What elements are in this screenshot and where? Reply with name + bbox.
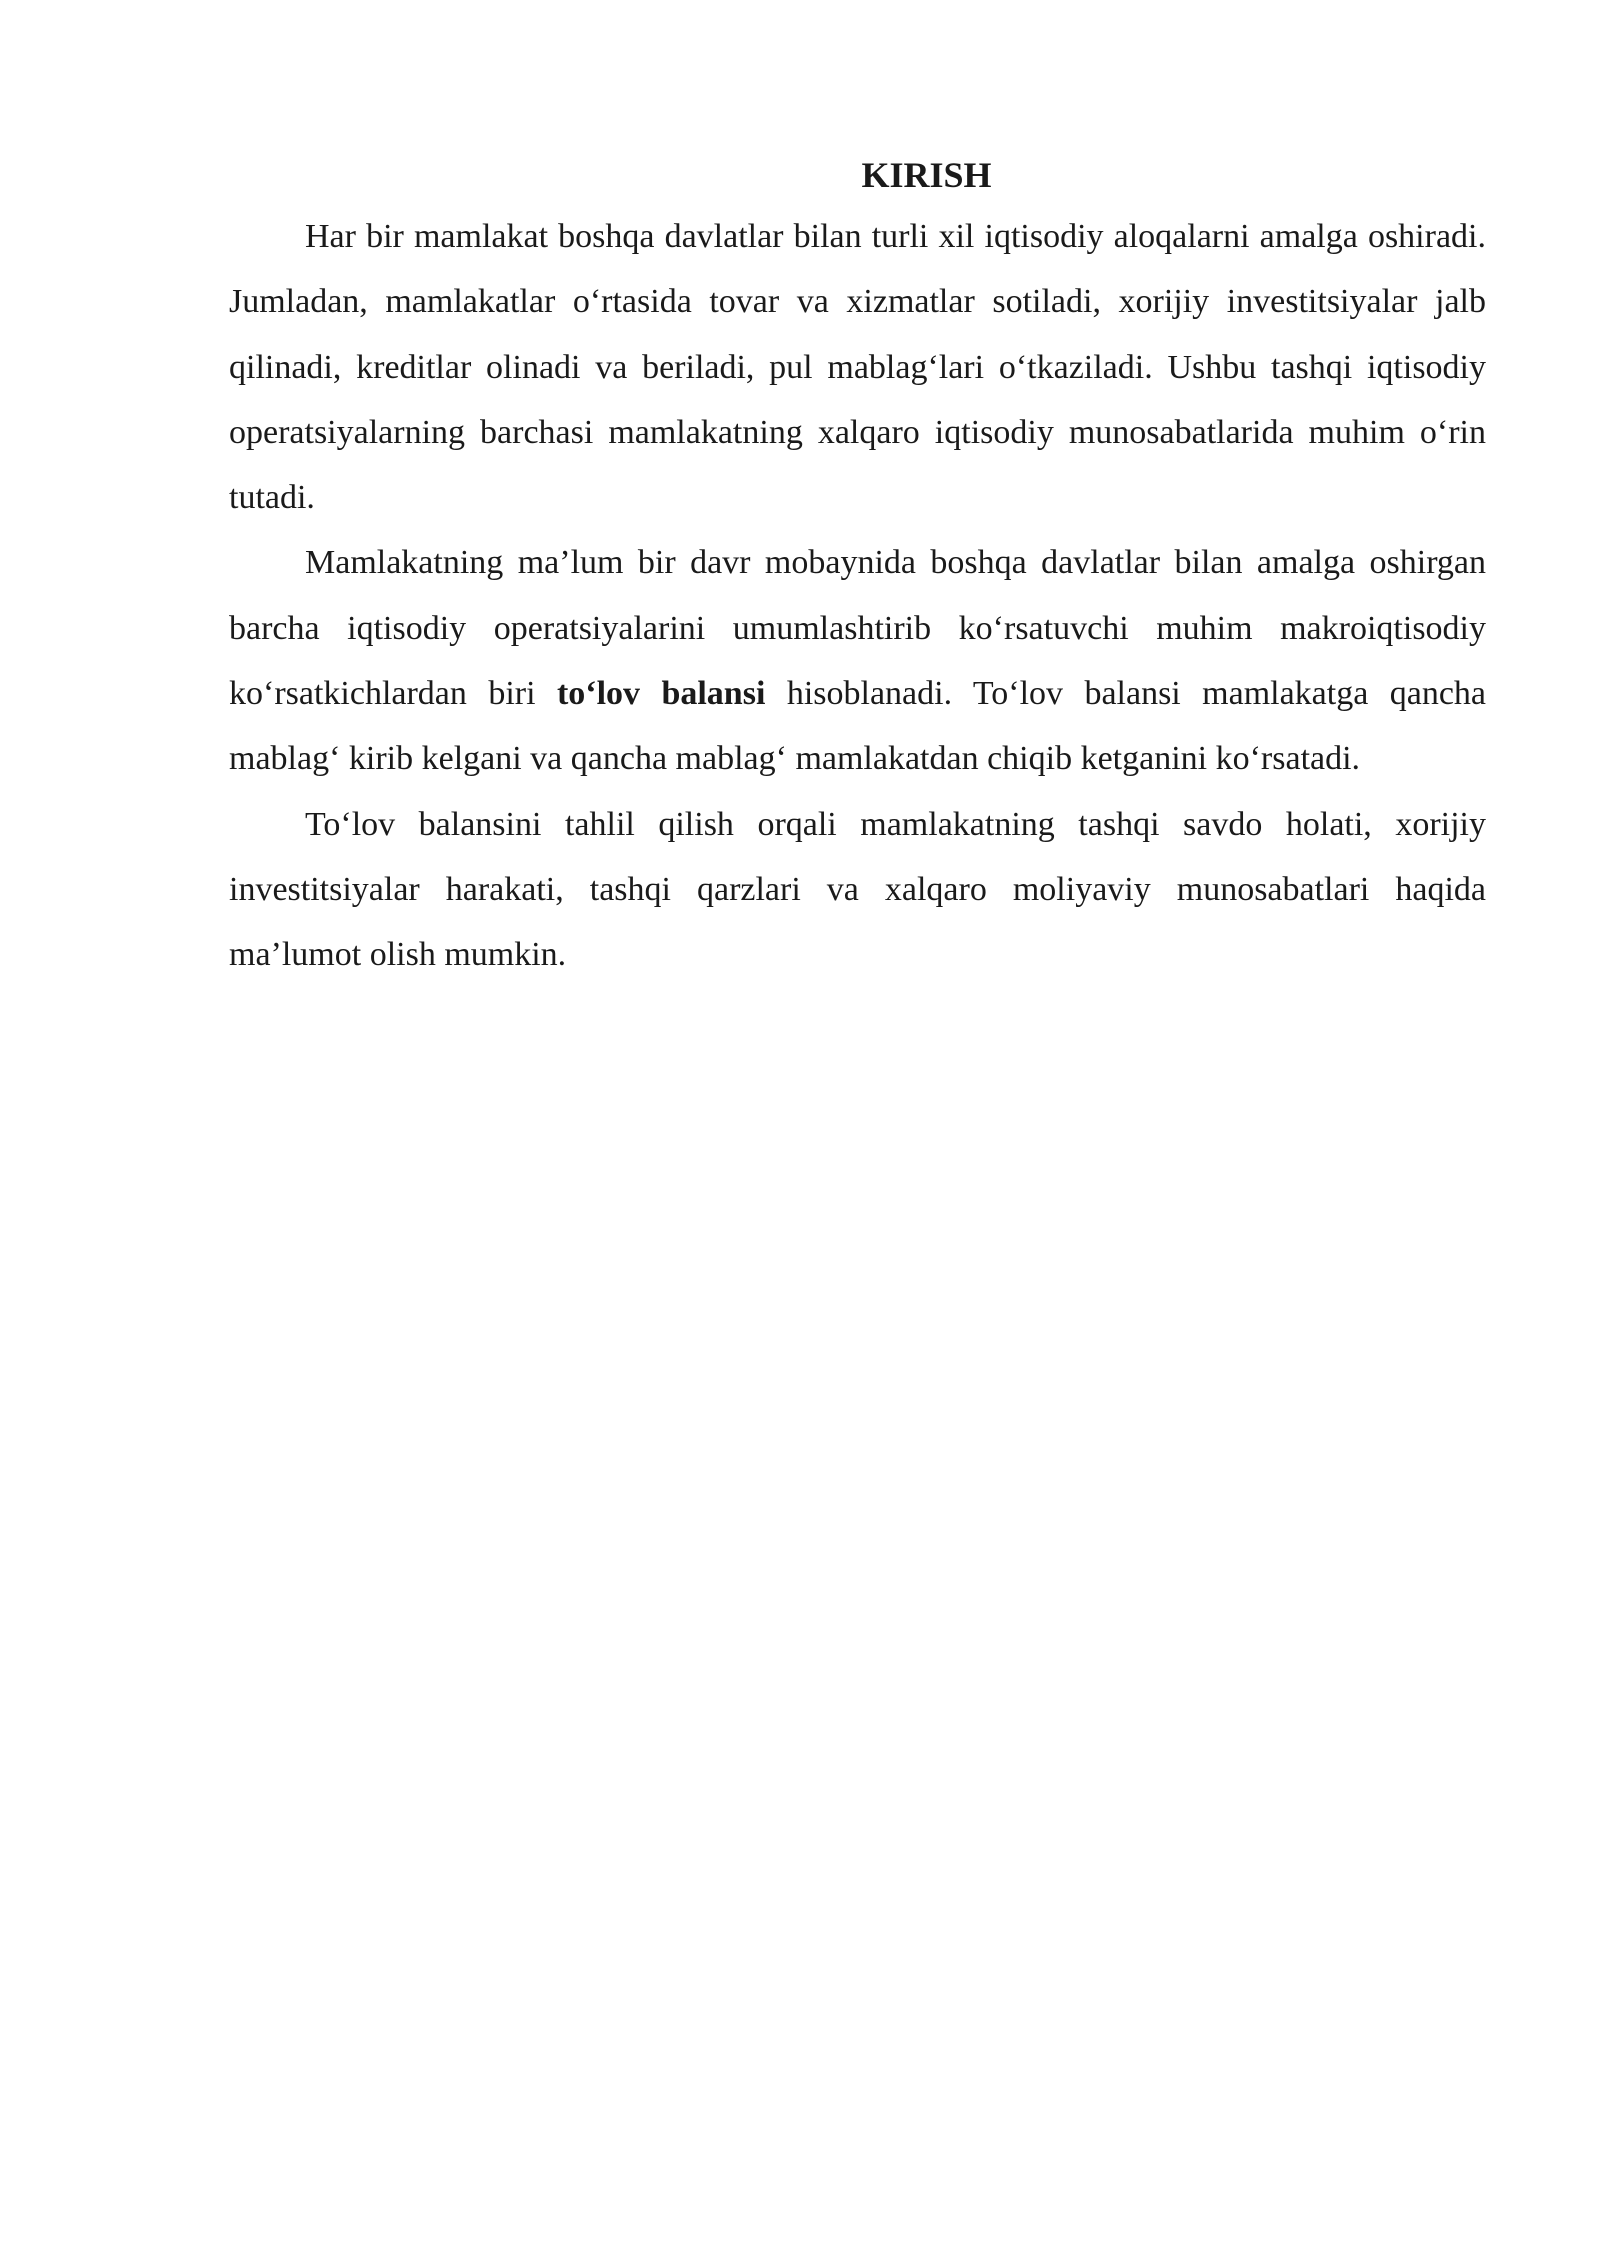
- paragraph-2: [229, 530, 1486, 791]
- paragraph-3: To‘lov balansini tahlil qilish orqali mamlakatning tashqi savdo holati, xorijiy investitsiyalar harakati, tashqi qarzlari va xalqaro moliyaviy munosabatlari haqida ma’lumot olish mumkin.: [229, 805, 1486, 974]
- paragraph-2-text-before: Mamlakatning ma’lum bir davr mobaynida boshqa davlatlar bilan amalga oshirgan barcha iqtisodiy operatsiyalarini umumlashtirib ko‘rsatuvchi muhim makroiqtisodiy ko‘rsatkichlardan biri: [229, 544, 1486, 713]
- section-heading: KIRISH: [861, 155, 992, 195]
- paragraph-2-text-after: hisoblanadi. To‘lov balansi mamlakatga qancha mablag‘ kirib kelgani va qancha mablag‘ mamlakatdan chiqib ketganini ko‘rsatadi.: [229, 675, 1486, 778]
- key-term: to‘lov balansi: [556, 675, 766, 713]
- document-body: [229, 150, 1486, 988]
- paragraph-1: Har bir mamlakat boshqa davlatlar bilan turli xil iqtisodiy aloqalarni amalga oshiradi. Jumladan, mamlakatlar o‘rtasida tovar va xizmatlar sotiladi, xorijiy investitsiyalar jalb qilinadi, kreditlar olinadi va beriladi, pul mablag‘lari o‘tkaziladi. Ushbu tashqi iqtisodiy operatsiyalarning barchasi mamlakatning xalqaro iqtisodiy munosabatlarida muhim o‘rin tutadi.: [229, 218, 1486, 517]
